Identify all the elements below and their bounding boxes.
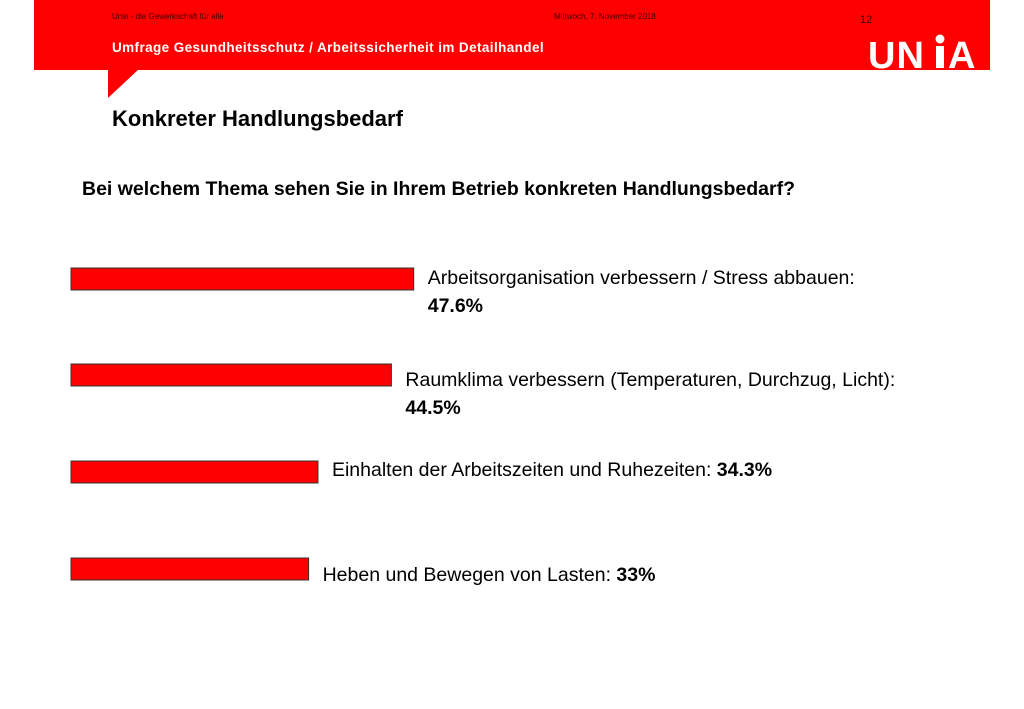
bar-1 bbox=[71, 268, 414, 290]
category-label: Heben und Bewegen von Lasten: bbox=[322, 564, 617, 586]
bar-label-2 bbox=[405, 366, 945, 422]
section-title: Konkreter Handlungsbedarf bbox=[112, 106, 403, 131]
bar-4 bbox=[71, 558, 309, 580]
category-label: Arbeitsorganisation verbessern / Stress abbauen: bbox=[427, 267, 855, 289]
bar-3 bbox=[71, 461, 318, 483]
value-label: 33% bbox=[616, 564, 656, 586]
slide-date: Mittwoch, 7. November 2018 bbox=[554, 12, 656, 21]
value-label: 44.5% bbox=[405, 397, 461, 419]
bar-label-3 bbox=[332, 456, 812, 484]
category-label: Raumklima verbessern (Temperaturen, Durchzug, Licht): bbox=[405, 369, 896, 391]
org-tagline: Unia - die Gewerkschaft für alle bbox=[112, 12, 224, 21]
svg-text:A: A bbox=[948, 35, 976, 72]
bar-label-1 bbox=[428, 264, 858, 320]
page-number: 12 bbox=[860, 14, 873, 26]
survey-question: Bei welchem Thema sehen Sie in Ihrem Betrieb konkreten Handlungsbedarf? bbox=[82, 178, 796, 200]
svg-text:UN: UN bbox=[868, 35, 925, 72]
survey-title: Umfrage Gesundheitsschutz / Arbeitssicherheit im Detailhandel bbox=[112, 40, 544, 55]
category-label: Einhalten der Arbeitszeiten und Ruhezeiten: bbox=[331, 459, 717, 481]
bar-2 bbox=[71, 364, 391, 386]
value-label: 47.6% bbox=[427, 295, 484, 317]
bar-label-4 bbox=[323, 561, 843, 589]
value-label: 34.3% bbox=[716, 459, 773, 481]
